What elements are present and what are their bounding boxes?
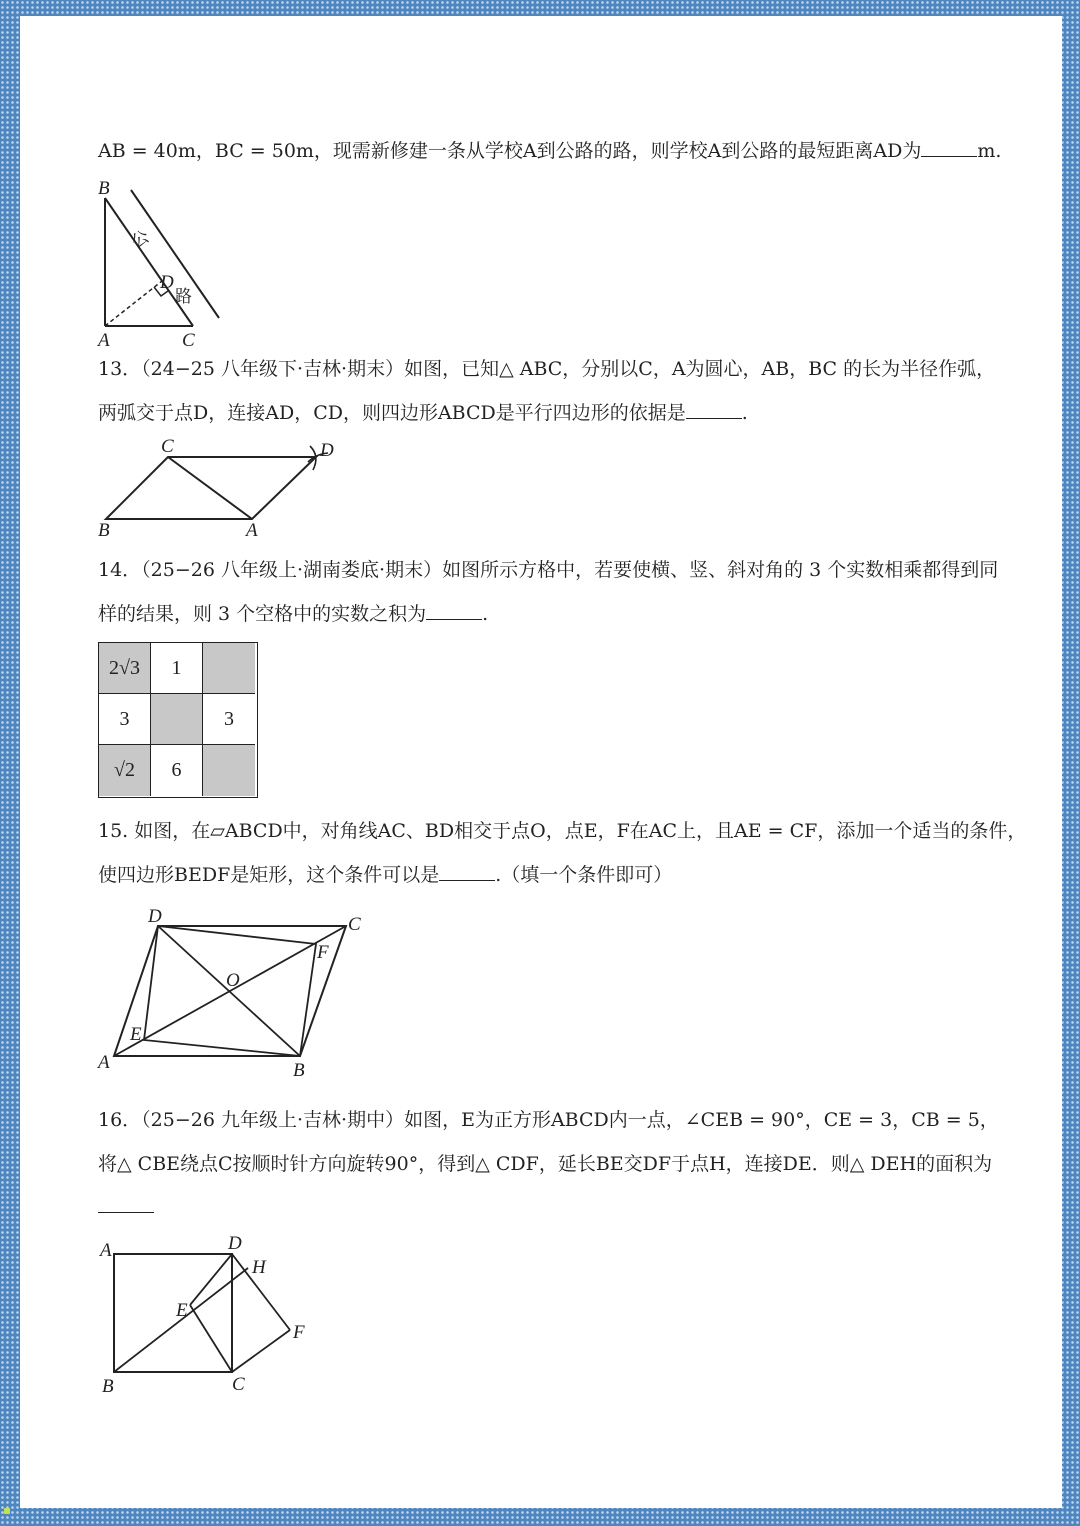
grid-cell-3-3 — [203, 745, 255, 796]
q15-figure — [98, 906, 388, 1081]
q15-label-a: A — [98, 1052, 110, 1073]
q15-end: .（填一个条件即可） — [495, 864, 673, 886]
q14-text-line2 — [98, 601, 1018, 627]
q13-label-d: D — [320, 440, 334, 461]
q16-answer-line — [98, 1194, 1018, 1220]
q14-end: . — [482, 603, 489, 625]
q12-label-lu: 路 — [175, 287, 192, 307]
q16-label-a: A — [100, 1240, 112, 1261]
q16-label-e: E — [176, 1300, 188, 1321]
grid-cell-2-1: 3 — [99, 694, 151, 745]
q13-line2: 两弧交于点D，连接AD，CD，则四边形ABCD是平行四边形的依据是 — [98, 402, 686, 424]
q13-label-b: B — [98, 520, 110, 541]
q14-line1: 14．（25−26 八年级上·湖南娄底·期末）如图所示方格中，若要使横、竖、斜对角的 3 个实数相乘都得到同 — [98, 559, 999, 581]
q13-end: . — [741, 402, 748, 424]
grid-cell-2-3: 3 — [203, 694, 255, 745]
q15-text-line2 — [98, 862, 1018, 888]
q16-answer-blank[interactable] — [98, 1194, 154, 1213]
q13-label-c: C — [161, 436, 174, 457]
q16-line1: 16．（25−26 九年级上·吉林·期中）如图，E为正方形ABCD内一点，∠CEB = 90°，CE = 3，CB = 5， — [98, 1109, 999, 1131]
q15-line2: 使四边形BEDF是矩形，这个条件可以是 — [98, 864, 440, 886]
q16-label-d: D — [228, 1233, 242, 1254]
q16-label-f: F — [293, 1322, 305, 1343]
q12-label-d: D — [160, 272, 174, 293]
q12-unit: m. — [977, 140, 1002, 162]
q12-answer-blank[interactable] — [921, 138, 977, 157]
q16-label-h: H — [252, 1257, 266, 1278]
q15-label-c: C — [348, 914, 361, 935]
q16-label-b: B — [102, 1376, 114, 1397]
q12-text — [98, 138, 1018, 164]
q15-label-d: D — [148, 906, 162, 927]
q16-figure — [98, 1233, 338, 1398]
q13-line1: 13．（24−25 八年级下·吉林·期末）如图，已知△ ABC，分别以C，A为圆心，AB，BC 的长为半径作弧， — [98, 358, 996, 380]
grid-cell-3-2: 6 — [151, 745, 203, 796]
q16-line2: 将△ CBE绕点C按顺时针方向旋转90°，得到△ CDF，延长BE交DF于点H，连接DE．则△ DEH的面积为 — [98, 1153, 993, 1175]
grid-cell-1-1: 2√3 — [99, 643, 151, 694]
grid-cell-2-2 — [151, 694, 203, 745]
grid-cell-1-2: 1 — [151, 643, 203, 694]
worksheet-page — [20, 16, 1062, 1508]
q12-label-gong: 公 — [128, 226, 154, 253]
q14-magic-square — [98, 642, 258, 798]
q12-label-c: C — [182, 330, 195, 351]
q13-label-a: A — [246, 520, 258, 541]
q13-text-line2 — [98, 400, 1018, 426]
grid-cell-1-3 — [203, 643, 255, 694]
q12-label-b: B — [98, 178, 110, 199]
q13-figure — [98, 436, 358, 541]
q15-answer-blank[interactable] — [439, 862, 495, 881]
q14-answer-blank[interactable] — [426, 601, 482, 620]
q15-label-f: F — [317, 942, 329, 963]
q12-label-a: A — [98, 330, 110, 351]
q12-figure — [98, 176, 248, 351]
q12-line1: AB = 40m，BC = 50m，现需新修建一条从学校A到公路的路，则学校A到公路的最短距离AD为 — [98, 140, 922, 162]
q15-label-e: E — [130, 1024, 142, 1045]
q15-label-b: B — [293, 1060, 305, 1081]
q16-label-c: C — [232, 1374, 245, 1395]
corner-marker — [4, 1508, 10, 1514]
q15-label-o: O — [226, 970, 240, 991]
grid-cell-3-1: √2 — [99, 745, 151, 796]
q15-line1: 15. 如图，在▱ABCD中，对角线AC、BD相交于点O，点E，F在AC上，且AE = CF，添加一个适当的条件， — [98, 820, 1027, 842]
q13-answer-blank[interactable] — [686, 400, 742, 419]
q14-line2: 样的结果，则 3 个空格中的实数之积为 — [98, 603, 427, 625]
